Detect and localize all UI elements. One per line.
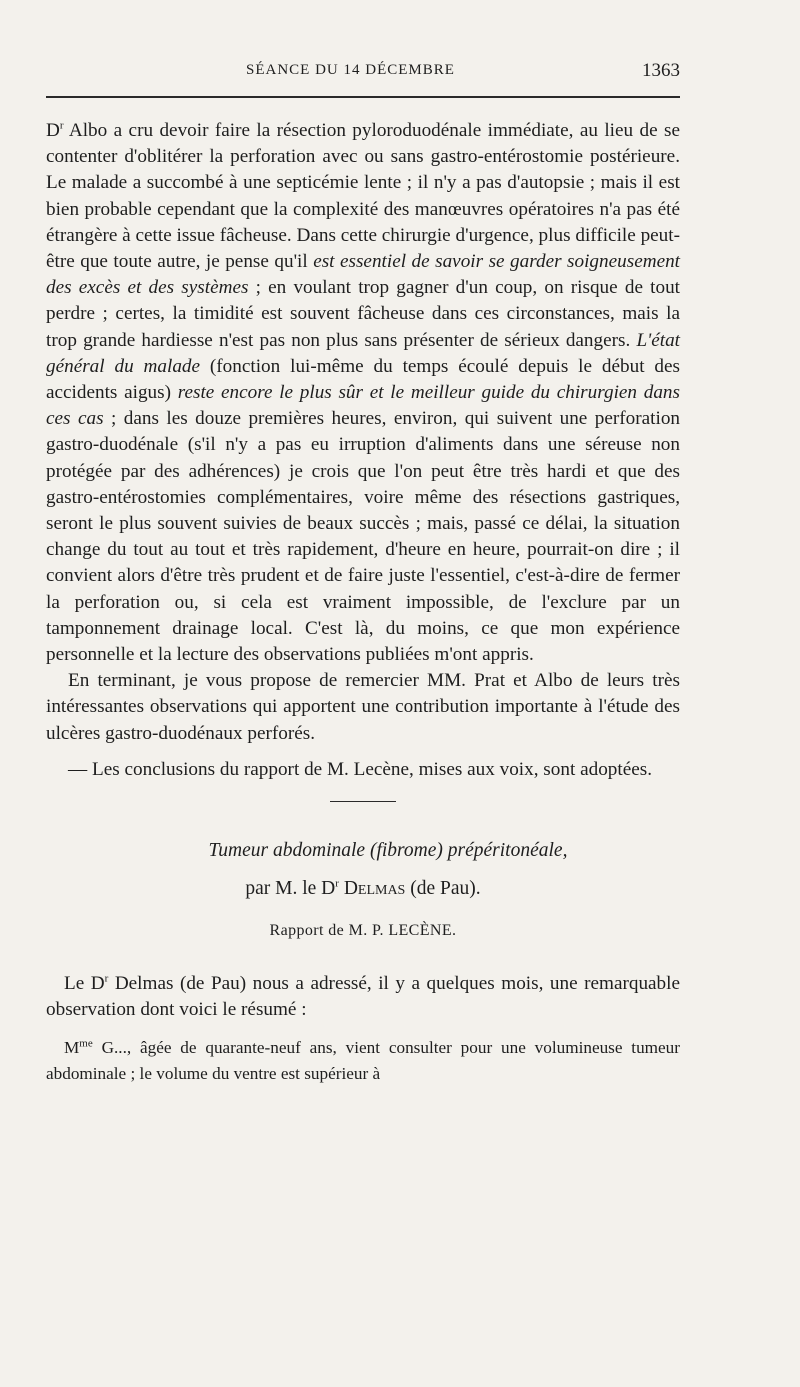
paragraph-delmas <box>46 971 680 1023</box>
paragraph-observation <box>46 1035 680 1087</box>
text-run: Albo a cru devoir faire la résection pyloroduodénale immédiate, au lieu de se contenter d'oblitérer la perforation avec ou sans gastro-entérostomie postérieure. Le malade a succombé à une septicémie lente ; il n'y a pas d'autopsie ; mais il est bien probable cependant que la complexité des manœuvres opératoires n'a pas été étrangère à cette issue fâcheuse. Dans cette chirurgie d'urgence, plus difficile peut-être que toute autre, je pense qu'il <box>46 120 680 273</box>
text-run: Le D <box>64 972 105 994</box>
text-run: ; en voulant trop gagner d'un coup, on risque de tout perdre ; certes, la timidité est souvent fâcheuse dans ces circonstances, mais la trop grande hardiesse n'est pas non plus sans présenter de sérieux dangers. <box>46 277 680 351</box>
running-header <box>46 60 680 86</box>
byline-run: (de Pau). <box>405 878 481 900</box>
superscript: r <box>335 877 339 890</box>
superscript: me <box>79 1037 93 1050</box>
italic-run: L'état général du malade <box>46 329 680 377</box>
author-byline <box>46 876 680 902</box>
text-run: D <box>46 120 60 141</box>
superscript: r <box>104 972 109 985</box>
running-title: SÉANCE DU 14 DÉCEMBRE <box>246 62 455 78</box>
paragraph-albo-resection <box>46 118 680 668</box>
text-run: ; dans les douze premières heures, environ, qui suivent une perforation gastro-duodénale (s'il n'y a pas eu irruption d'aliments dans une séreuse non protégée par des adhérences) je crois que l'on peut être très hardi et que des gastro-entérostomies complémentaires, voire même des résections gastriques, seront le plus souvent suivies de beaux succès ; mais, passé ce délai, la situation change du tout au tout et très rapidement, d'heure en heure, pourrait-on dire ; il convient alors d'être très prudent et de faire juste l'essentiel, c'est-à-dire de fermer la perforation ou, si cela est vraiment impossible, de l'exclure par un tamponnement drainage local. C'est là, du moins, ce que mon expérience personnelle et la lecture des observations publiées m'ont appris. <box>46 408 681 666</box>
text-run: G..., âgée de quarante-neuf ans, vient consulter pour une volumineuse tumeur abdominale ; le volume du ventre est supérieur à <box>46 1038 680 1084</box>
italic-run: reste encore le plus sûr et le meilleur guide du chirurgien dans ces cas <box>46 382 680 430</box>
rapport-line: Rapport de M. P. LECÈNE. <box>269 922 457 940</box>
section-heading <box>46 838 680 864</box>
text-run: M <box>64 1038 80 1058</box>
body-text <box>46 118 680 1087</box>
heading-run: ) prépéritonéale, <box>436 840 568 862</box>
italic-run: est essentiel de savoir se garder soigneusement des excès et des systèmes <box>46 251 681 299</box>
paragraph-en-terminant: En terminant, je vous propose de remercier MM. Prat et Albo de leurs très intéressantes observations qui apportent une contribution importante à l'étude des ulcères gastro-duodénaux perforés. <box>46 670 680 744</box>
heading-run: fibrome <box>376 840 437 862</box>
header-rule <box>46 96 680 98</box>
byline-run: par M. le D <box>245 878 336 900</box>
heading-run: Tumeur abdominale ( <box>208 840 377 862</box>
paragraph-conclusions: — Les conclusions du rapport de M. Lecène, mises aux voix, sont adoptées. <box>68 758 653 780</box>
section-divider <box>330 801 396 802</box>
page-number: 1363 <box>642 60 680 81</box>
author-name: Delmas <box>343 878 406 900</box>
text-run: Delmas (de Pau) nous a adressé, il y a quelques mois, une remarquable observation dont voici le résumé : <box>46 972 681 1020</box>
superscript: r <box>59 119 64 132</box>
text-run: (fonction lui-même du temps écoulé depuis le début des accidents aigus) <box>46 355 680 404</box>
